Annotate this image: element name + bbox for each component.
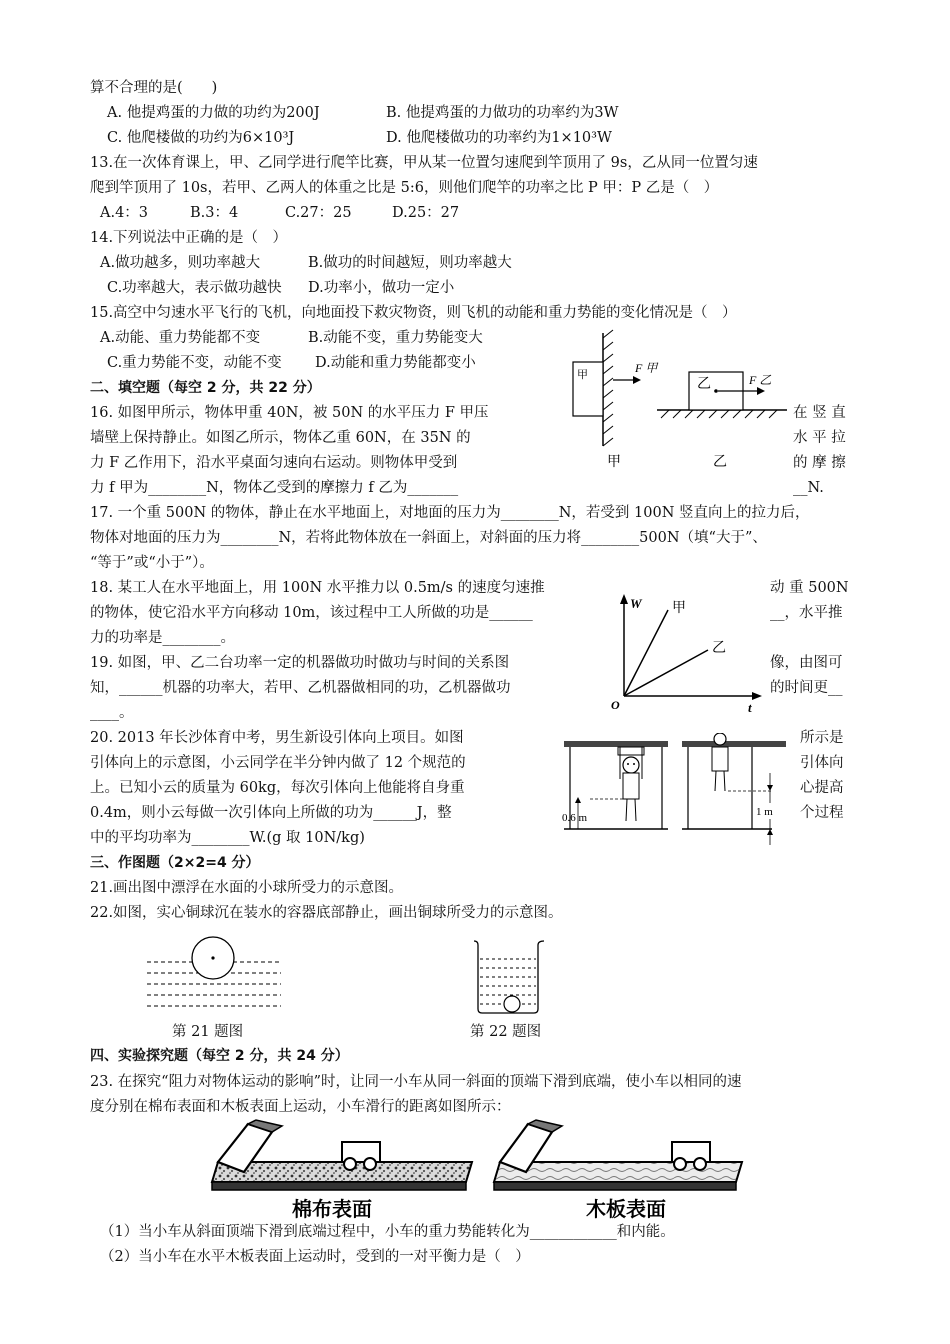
q20-line1-tail: 所示是 bbox=[800, 730, 844, 746]
q16-figure bbox=[565, 328, 790, 478]
q15-option-a: A.动能、重力势能都不变 bbox=[100, 330, 261, 346]
q18-line3: 力的功率是________。 bbox=[90, 630, 235, 646]
q23-sub1: （1）当小车从斜面顶端下滑到底端过程中，小车的重力势能转化为____________和内能。 bbox=[100, 1224, 675, 1240]
section-fill-in-heading: 二、填空题（每空 2 分，共 22 分） bbox=[90, 380, 321, 396]
origin-label: O bbox=[611, 698, 620, 712]
q16-line4: 力 f 甲为________N，物体乙受到的摩擦力 f 乙为_______ bbox=[90, 480, 459, 496]
label-cotton-surface: 棉布表面 bbox=[292, 1199, 372, 1221]
q23-line2: 度分别在棉布表面和木板表面上运动，小车滑行的距离如图所示： bbox=[90, 1099, 511, 1115]
q20-line2: 引体向上的示意图，小云同学在半分钟内做了 12 个规范的 bbox=[90, 755, 466, 771]
q15-stem: 15.高空中匀速水平飞行的飞机，向地面投下救灾物资，则飞机的动能和重力势能的变化情况是（ ） bbox=[90, 305, 737, 321]
box-jia-label: 甲 bbox=[577, 369, 588, 381]
box-yi-label: 乙 bbox=[697, 377, 711, 392]
line-jia-label: 甲 bbox=[672, 601, 686, 616]
cotton-surface-setup bbox=[212, 1120, 472, 1190]
caption-jia: 甲 bbox=[607, 455, 621, 470]
wall-hatching bbox=[603, 330, 613, 446]
q17-line3: “等于”或“小于”）。 bbox=[90, 555, 214, 571]
caption-q22: 第 22 题图 bbox=[470, 1024, 542, 1040]
q17-line2: 物体对地面的压力为________N，若将此物体放在一斜面上，对斜面的压力将________500N（填“大于”、 bbox=[90, 530, 767, 546]
q14-option-b: B.做功的时间越短，则功率越大 bbox=[308, 255, 512, 271]
q20-pullup-figure bbox=[560, 733, 795, 848]
wood-surface-setup bbox=[494, 1120, 742, 1190]
q16-line3: 力 F 乙作用下，沿水平桌面匀速向右运动。则物体甲受到 bbox=[90, 455, 458, 471]
q14-option-a: A.做功越多，则功率越大 bbox=[100, 255, 261, 271]
cotton-track bbox=[212, 1162, 472, 1182]
q19-line2: 知，______机器的功率大，若甲、乙机器做相同的功，乙机器做功 bbox=[90, 680, 511, 696]
q12-option-a: A. 他提鸡蛋的力做的功约为200J bbox=[107, 105, 320, 121]
q20-line3: 上。已知小云的质量为 60kg，每次引体向上他能将自身重 bbox=[90, 780, 465, 796]
q14-option-c: C.功率越大，表示做功越快 bbox=[107, 280, 282, 296]
q23-ramp-figure bbox=[210, 1118, 745, 1222]
q13-option-a: A.4：3 bbox=[100, 205, 149, 221]
q18-line2: 的物体，使它沿水平方向移动 10m，该过程中工人所做的功是______ bbox=[90, 605, 533, 621]
q15-option-c: C.重力势能不变，动能不变 bbox=[107, 355, 282, 371]
q17-line1: 17. 一个重 500N 的物体，静止在水平地面上，对地面的压力为________N，若受到 100N 竖直向上的拉力后， bbox=[90, 505, 810, 521]
q12-stem-tail: 算不合理的是( ) bbox=[90, 80, 218, 96]
q14-option-d: D.功率小，做功一定小 bbox=[308, 280, 455, 296]
q13-line1: 13.在一次体育课上，甲、乙同学进行爬竿比赛，甲从某一位置匀速爬到竿顶用了 9s，乙从同一位置匀速 bbox=[90, 155, 758, 171]
q13-option-c: C.27：25 bbox=[285, 205, 352, 221]
force-yi-label: F 乙 bbox=[749, 373, 772, 387]
q16-line2-tail: 水 平 拉 bbox=[793, 430, 846, 446]
height-label-left: 0.6 m bbox=[562, 812, 588, 824]
q18-line1-tail: 动 重 500N bbox=[770, 580, 849, 596]
q19-line3: ____。 bbox=[90, 705, 134, 721]
q15-option-d: D.动能和重力势能都变小 bbox=[315, 355, 476, 371]
caption-yi: 乙 bbox=[713, 455, 727, 470]
copper-ball bbox=[504, 996, 520, 1012]
q22-text: 22.如图，实心铜球沉在装水的容器底部静止，画出铜球所受力的示意图。 bbox=[90, 905, 563, 921]
q20-line4-tail: 个过程 bbox=[800, 805, 844, 821]
table-hatching bbox=[661, 410, 777, 418]
bar-right bbox=[682, 741, 786, 747]
q19-line1: 19. 如图，甲、乙二台功率一定的机器做功时做功与时间的关系图 bbox=[90, 655, 510, 671]
q16-line3-tail: 的 摩 擦 bbox=[793, 455, 846, 471]
force-jia-label: F 甲 bbox=[635, 361, 658, 375]
q13-option-b: B.3：4 bbox=[190, 205, 239, 221]
q21-text: 21.画出图中漂浮在水面的小球所受力的示意图。 bbox=[90, 880, 404, 896]
q12-option-b: B. 他提鸡蛋的力做功的功率约为3W bbox=[386, 105, 619, 121]
q22-beaker-figure bbox=[468, 937, 550, 1017]
person-right-body bbox=[712, 747, 728, 771]
caption-q21: 第 21 题图 bbox=[172, 1024, 244, 1040]
q19-line2-tail: 的时间更__ bbox=[770, 680, 843, 696]
q18-line2-tail: __，水平推 bbox=[770, 605, 843, 621]
q13-option-d: D.25：27 bbox=[392, 205, 460, 221]
section-experiment-heading: 四、实验探究题（每空 2 分，共 24 分） bbox=[90, 1048, 349, 1064]
t-axis-label: t bbox=[748, 700, 752, 713]
person-right-head bbox=[714, 733, 726, 745]
q16-line1-tail: 在 竖 直 bbox=[793, 405, 846, 421]
line-yi-label: 乙 bbox=[712, 641, 726, 656]
bar-left bbox=[564, 741, 668, 747]
q16-line2: 墙壁上保持静止。如图乙所示，物体乙重 60N，在 35N 的 bbox=[90, 430, 471, 446]
section-drawing-heading: 三、作图题（2×2=4 分） bbox=[90, 855, 260, 871]
q20-line2-tail: 引体向 bbox=[800, 755, 844, 771]
height-label-right: 1 m bbox=[756, 806, 773, 818]
q13-line2: 爬到竿顶用了 10s，若甲、乙两人的体重之比是 5:6，则他们爬竿的功率之比 P 甲：P 乙是（ ） bbox=[90, 180, 719, 196]
q20-line5: 中的平均功率为________W.(g 取 10N/kg) bbox=[90, 830, 365, 846]
q18-line1: 18. 某工人在水平地面上，用 100N 水平推力以 0.5m/s 的速度匀速推 bbox=[90, 580, 545, 596]
person-left-body bbox=[623, 773, 639, 799]
q23-sub2: （2）当小车在水平木板表面上运动时，受到的一对平衡力是（ ） bbox=[100, 1249, 530, 1265]
q16-line1: 16. 如图甲所示，物体甲重 40N，被 50N 的水平压力 F 甲压 bbox=[90, 405, 489, 421]
q19-wt-graph bbox=[608, 588, 768, 713]
q19-line1-tail: 像，由图可 bbox=[770, 655, 843, 671]
q21-floating-ball-figure bbox=[145, 932, 285, 1012]
q20-line3-tail: 心提高 bbox=[800, 780, 844, 796]
person-left-head bbox=[623, 757, 639, 773]
q20-line1: 20. 2013 年长沙体育中考，男生新设引体向上项目。如图 bbox=[90, 730, 464, 746]
q12-option-c: C. 他爬楼做的功约为6×10³J bbox=[107, 130, 295, 146]
q15-option-b: B.动能不变，重力势能变大 bbox=[308, 330, 483, 346]
q20-line4: 0.4m，则小云每做一次引体向上所做的功为______J，整 bbox=[90, 805, 452, 821]
q14-stem: 14.下列说法中正确的是（ ） bbox=[90, 230, 288, 246]
q12-option-d: D. 他爬楼做功的功率约为1×10³W bbox=[386, 130, 612, 146]
q16-line4-tail: __N. bbox=[793, 480, 824, 496]
w-axis-label: W bbox=[630, 596, 642, 611]
q23-line1: 23. 在探究“阻力对物体运动的影响”时，让同一小车从同一斜面的顶端下滑到底端，使小车以相同的速 bbox=[90, 1074, 742, 1090]
label-wood-surface: 木板表面 bbox=[586, 1199, 666, 1221]
